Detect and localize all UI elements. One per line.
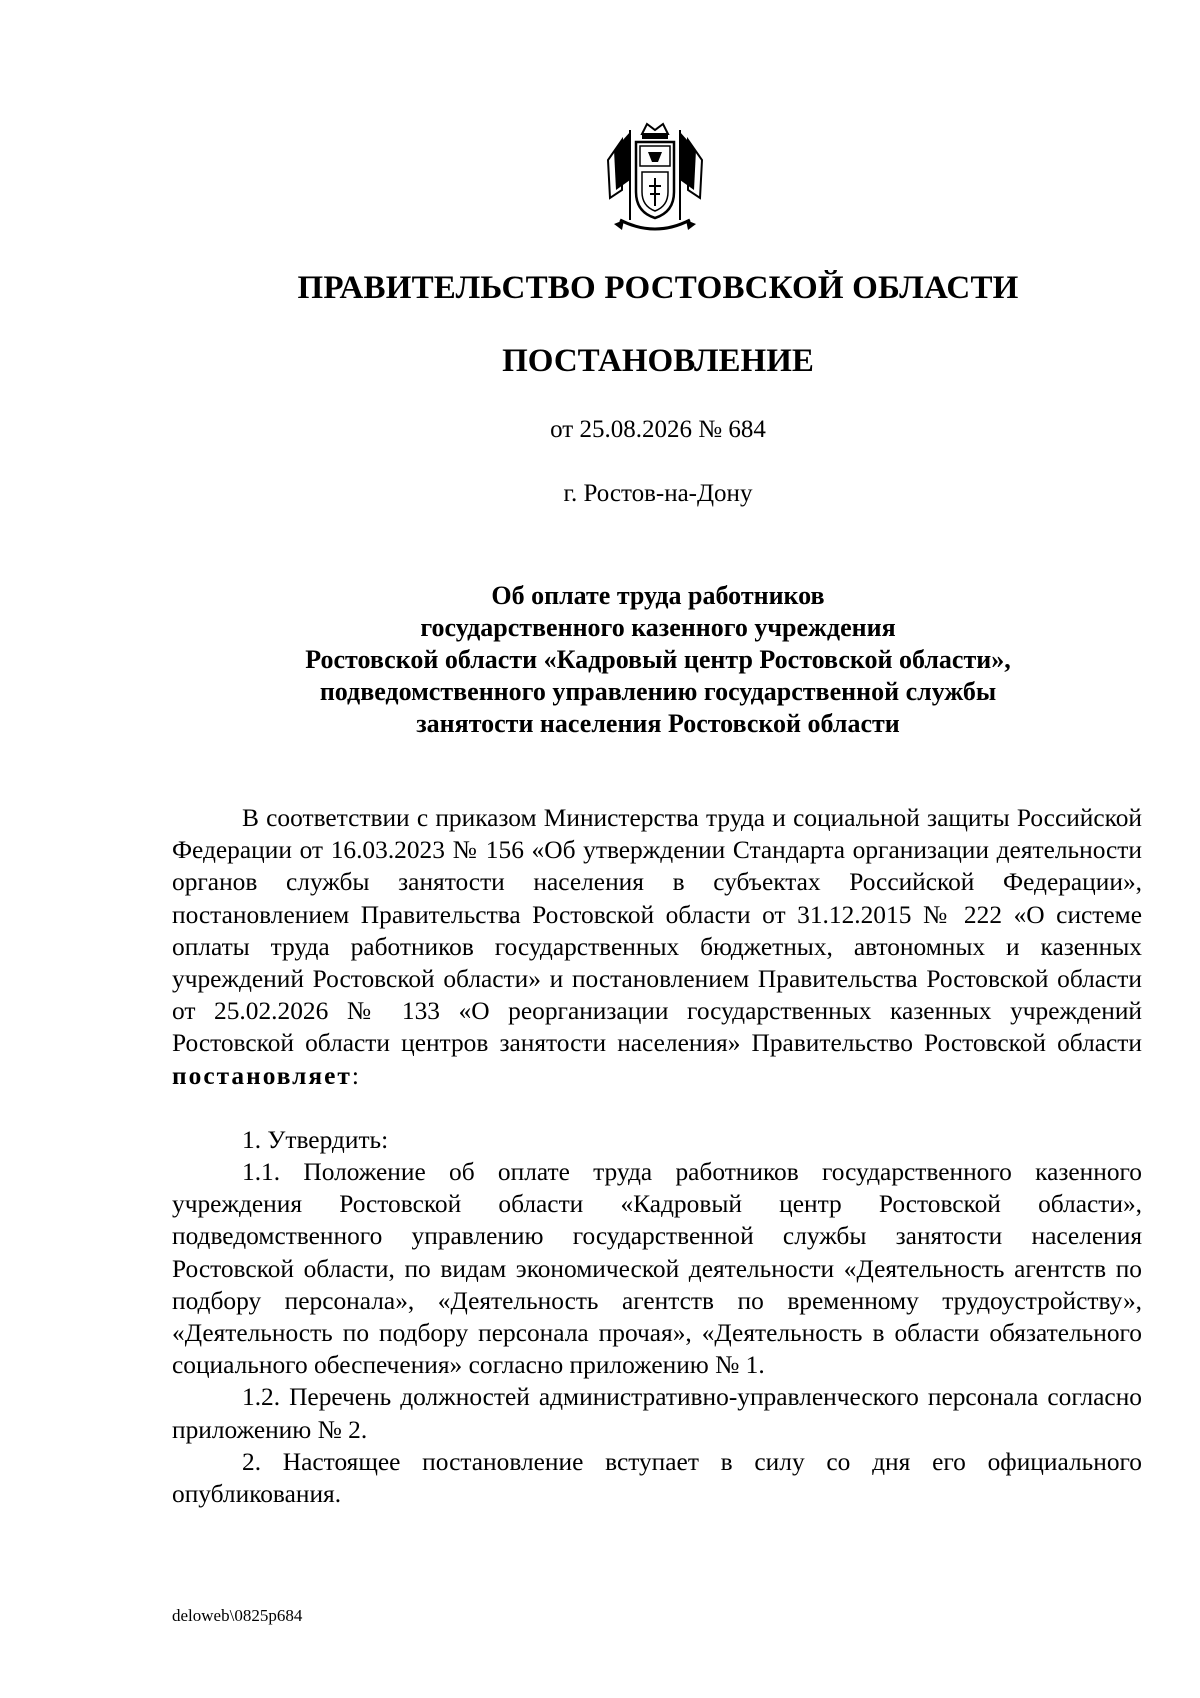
item-1-2: 1.2. Перечень должностей административно-управленческого персонала согласно приложению № 2. xyxy=(172,1383,1142,1444)
subject-line: подведомственного управлению государственной службы xyxy=(319,677,997,706)
subject-line: Ростовской области «Кадровый центр Ростовской области», xyxy=(305,645,1011,674)
subject-line: Об оплате труда работников xyxy=(491,581,825,610)
document-date-number: от 25.08.2026 № 684 xyxy=(550,416,766,443)
document-subject xyxy=(0,580,1200,740)
file-code: deloweb\0825p684 xyxy=(172,1606,303,1625)
item-1-1: 1.1. Положение об оплате труда работников государственного казенного учреждения Ростовской области «Кадровый центр Ростовской области», подведомственного управлению государственной службы занятости населения Ростовской области, по видам экономической деятельности «Деятельность агентств по подбору персонала», «Деятельность агентств по временному трудоустройству», «Деятельность по подбору персонала прочая», «Деятельность в области обязательного социального обеспечения» согласно приложению № 1. xyxy=(172,1158,1142,1380)
government-title: ПРАВИТЕЛЬСТВО РОСТОВСКОЙ ОБЛАСТИ xyxy=(297,270,1019,306)
coat-of-arms-icon xyxy=(600,120,710,240)
paragraph-spacer xyxy=(172,1092,1142,1124)
item-2: 2. Настоящее постановление вступает в силу со дня его официального опубликования. xyxy=(172,1447,1142,1509)
preamble-text: В соответствии с приказом Министерства труда и социальной защиты Российской Федерации от 16.03.2023 № 156 «Об утверждении Стандарта организации деятельности органов службы занятости населения в субъектах Российской Федерации», постановлением Правительства Ростовской области от 31.12.2015 № 222 «О системе оплаты труда работников государственных бюджетных, автономных и казенных учреждений Ростовской области» и постановлением Правительства Ростовской области от 25.02.2026 № 133 «О реорганизации государственных казенных учреждений Ростовской области центров занятости населения» Правительство Ростовской области xyxy=(172,804,1142,1058)
subject-line: занятости населения Ростовской области xyxy=(416,709,900,738)
document-body xyxy=(172,802,1142,1510)
item-1: 1. Утвердить: xyxy=(242,1125,389,1154)
document-city: г. Ростов-на-Дону xyxy=(563,480,753,507)
document-type: ПОСТАНОВЛЕНИЕ xyxy=(502,343,814,379)
decree-colon: : xyxy=(351,1061,359,1090)
subject-line: государственного казенного учреждения xyxy=(420,613,896,642)
preamble-paragraph xyxy=(172,802,1142,1092)
decree-word: постановляет xyxy=(172,1061,352,1090)
